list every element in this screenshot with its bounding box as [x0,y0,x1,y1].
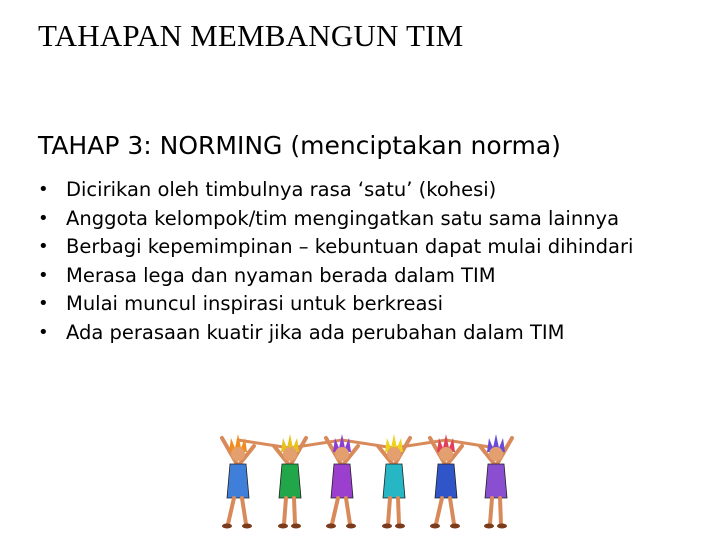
bullet-icon: • [38,207,49,229]
bullet-item [38,262,633,291]
dancer-figure [378,434,410,529]
slide-subtitle: TAHAP 3: NORMING (menciptakan norma) [38,131,561,160]
dancer-figure [274,434,306,529]
bullet-text: Merasa lega dan nyaman berada dalam TIM [66,263,496,287]
dancer-figure [222,434,254,529]
bullet-item [38,233,633,262]
bullet-text: Anggota kelompok/tim mengingatkan satu sama lainnya [66,206,620,230]
bullet-item [38,205,633,234]
bullet-item [38,290,633,319]
bullet-text: Mulai muncul inspirasi untuk berkreasi [66,292,444,316]
slide-title: TAHAPAN MEMBANGUN TIM [38,18,464,53]
dancer-figure [326,434,358,529]
bullet-item [38,176,633,205]
bullet-text: Ada perasaan kuatir jika ada perubahan dalam TIM [66,320,565,344]
bullet-item [38,319,633,348]
dancer-figure [430,434,462,529]
dancing-people-illustration [218,418,518,536]
bullet-list [38,176,633,348]
bullet-icon: • [38,179,49,200]
bullet-icon: • [38,264,49,286]
bullet-text: Berbagi kepemimpinan – kebuntuan dapat mulai dihindari [66,235,634,259]
bullet-text: Dicirikan oleh timbulnya rasa ‘satu’ (kohesi) [66,178,497,201]
bullet-icon: • [38,321,49,343]
bullet-icon: • [38,293,49,315]
bullet-icon: • [38,236,49,258]
dancer-figure [480,434,512,529]
